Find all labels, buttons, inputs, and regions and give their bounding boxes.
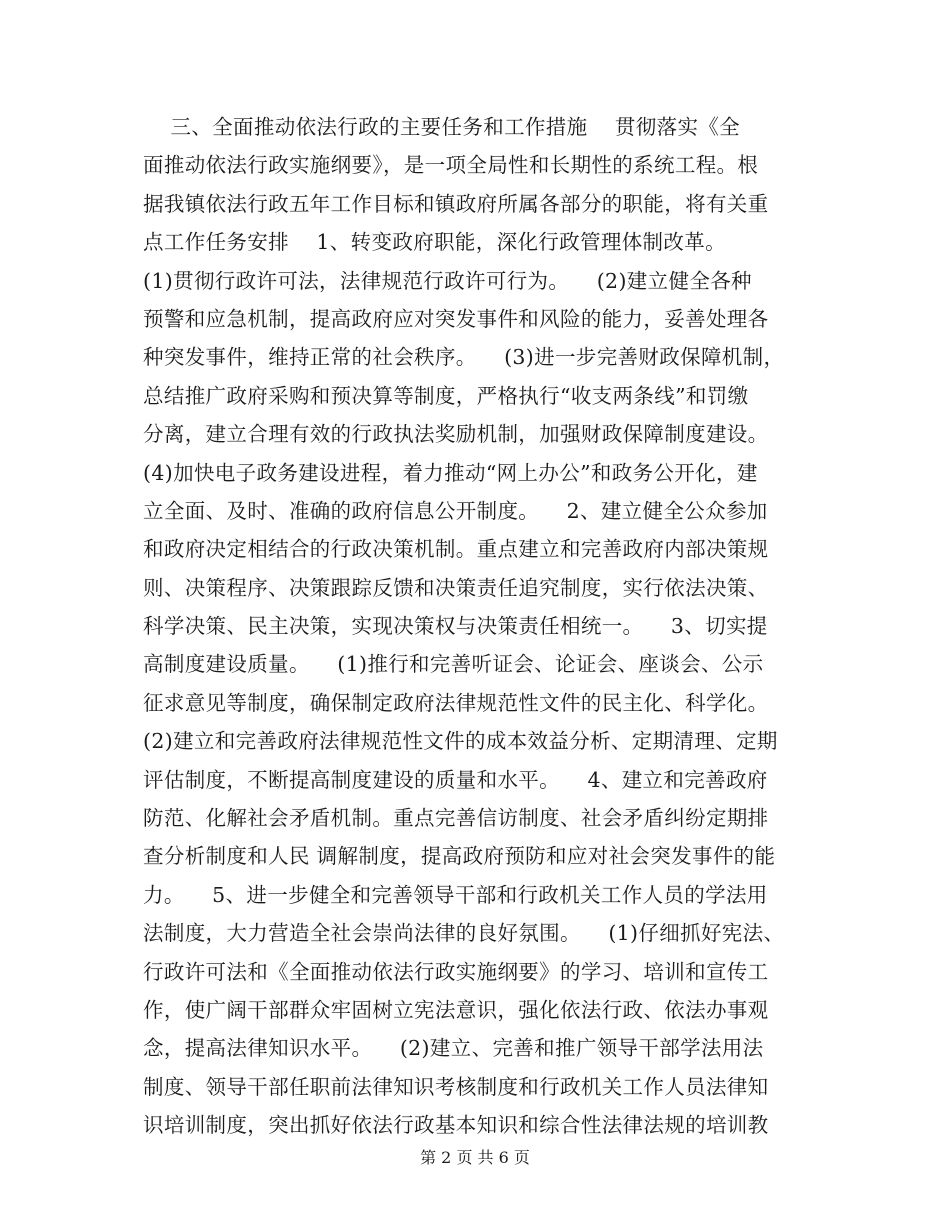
text-line: 防范、化解社会矛盾机制。重点完善信访制度、社会矛盾纠纷定期排 [143,806,769,831]
text-line: 面推动依法行政实施纲要》，是一项全局性和长期性的系统工程。根 [143,153,759,178]
text-line: 种突发事件，维持正常的社会秩序。 (3)进一步完善财政保障机制， [143,345,785,370]
text-line: (2)建立和完善政府法律规范性文件的成本效益分析、定期清理、定期 [143,729,778,754]
text-line: 三、全面推动依法行政的主要任务和工作措施 贯彻落实《全 [143,115,741,139]
text-line: 行政许可法和《全面推动依法行政实施纲要》的学习、培训和宣传工 [143,959,769,984]
text-line: 立全面、及时、准确的政府信息公开制度。 2、建立健全公众参加 [143,498,768,523]
text-line: 据我镇依法行政五年工作目标和镇政府所属各部分的职能，将有关重 [143,191,769,216]
text-line: 力。 5、进一步健全和完善领导干部和行政机关工作人员的学法用 [143,882,768,907]
page-number-footer: 第 2 页 共 6 页 [420,1148,530,1167]
body-text [143,108,815,1145]
text-line: 和政府决定相结合的行政决策机制。重点建立和完善政府内部决策规 [143,537,769,562]
text-line: 预警和应急机制，提高政府应对突发事件和风险的能力，妥善处理各 [143,306,769,331]
text-line: 识培训制度，突出抓好依法行政基本知识和综合性法律法规的培训教 [143,1113,769,1138]
text-line: 则、决策程序、决策跟踪反馈和决策责任追究制度，实行依法决策、 [143,575,769,600]
text-line: 作，使广阔干部群众牢固树立宪法意识，强化依法行政、依法办事观 [143,997,769,1022]
text-line: 总结推广政府采购和预决算等制度，严格执行“收支两条线”和罚缴 [143,383,749,408]
text-line: 高制度建设质量。 (1)推行和完善听证会、论证会、座谈会、公示 [143,652,764,677]
text-line: 征求意见等制度，确保制定政府法律规范性文件的民主化、科学化。 [143,690,769,715]
text-line: 念，提高法律知识水平。 (2)建立、完善和推广领导干部学法用法 [143,1036,764,1061]
text-line: 法制度，大力营造全社会崇尚法律的良好氛围。 (1)仔细抓好宪法、 [143,921,785,946]
text-line: (1)贯彻行政许可法，法律规范行政许可行为。 (2)建立健全各种 [143,268,752,293]
text-line: 点工作任务安排 1、转变政府职能，深化行政管理体制改革。 [143,230,726,255]
text-line: (4)加快电子政务建设进程，着力推动“网上办公”和政务公开化，建 [143,460,758,485]
text-line: 制度、领导干部任职前法律知识考核制度和行政机关工作人员法律知 [143,1074,769,1099]
text-line: 分离，建立合理有效的行政执法奖励机制，加强财政保障制度建设。 [143,422,769,447]
text-line: 科学决策、民主决策，实现决策权与决策责任相统一。 3、切实提 [143,614,768,639]
text-line: 查分析制度和人民 调解制度，提高政府预防和应对社会突发事件的能 [143,844,776,869]
text-line: 评估制度，不断提高制度建设的质量和水平。 4、建立和完善政府 [143,767,768,792]
